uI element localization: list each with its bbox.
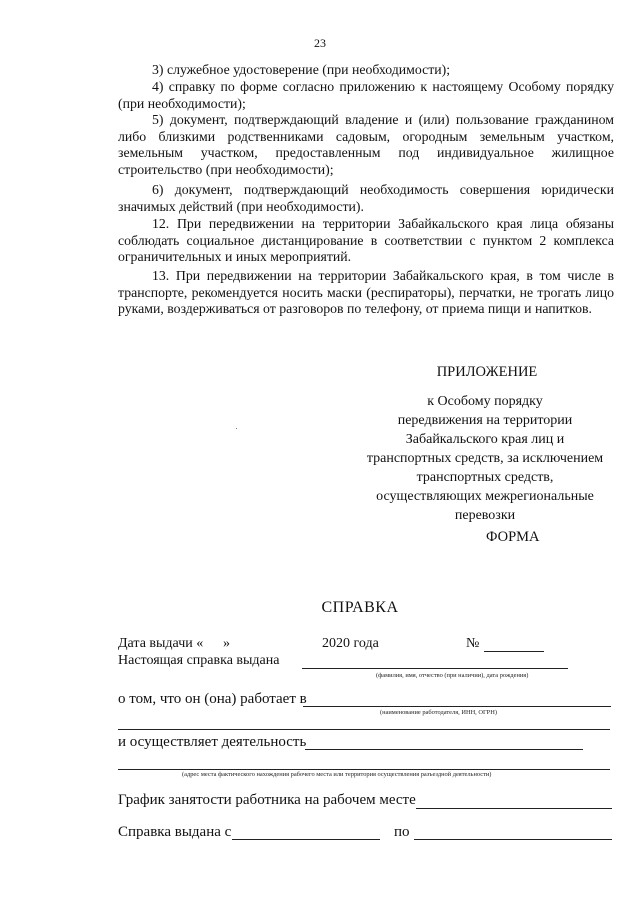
list-item-3: 3) служебное удостоверение (при необходимости);	[152, 62, 451, 77]
appendix-title: ПРИЛОЖЕНИЕ	[436, 364, 538, 380]
schedule-field-line[interactable]	[416, 808, 612, 809]
appendix-caption	[350, 392, 620, 525]
valid-to-label: по	[394, 824, 410, 840]
number-field-line[interactable]	[484, 651, 544, 652]
list-item-4: 4) справку по форме согласно приложению к настоящему Особому порядку (при необходимости);	[118, 79, 614, 111]
employer-caption: (наименование работодателя, ИНН, ОГРН)	[380, 709, 497, 716]
appendix-line: транспортных средств,	[416, 470, 554, 485]
scan-speck	[236, 428, 237, 429]
number-sign: №	[466, 636, 480, 651]
activity-field-line-2[interactable]	[118, 769, 610, 770]
list-item-6: 6) документ, подтверждающий необходимость совершения юридически значимых действий (при необходимости).	[118, 182, 614, 214]
list-item-5: 5) документ, подтверждающий владение и (или) пользование гражданином либо близкими родственниками садовым, огородным земельным участком, земельным участком, предоставленным под индивидуальное жилищное строительство (при необходимости);	[118, 112, 614, 177]
activity-caption: (адрес места фактического нахождения рабочего места или территория осуществления разъездной деятельности)	[182, 771, 492, 778]
issue-date-close-quote: »	[223, 636, 230, 651]
appendix-line: к Особому порядку	[427, 394, 543, 409]
issued-to-field-line[interactable]	[302, 668, 568, 669]
issued-to-label: Настоящая справка выдана	[118, 653, 280, 668]
valid-from-label: Справка выдана с	[118, 824, 232, 840]
activity-label: и осуществляет деятельность	[118, 734, 307, 750]
appendix-line: транспортных средств, за исключением	[366, 451, 604, 466]
schedule-label: График занятости работника на рабочем месте	[118, 792, 416, 808]
issue-year: 2020 года	[322, 636, 379, 651]
employer-field-line[interactable]	[303, 706, 611, 707]
appendix-line: Забайкальского края лиц и	[405, 432, 565, 447]
paragraph-13: 13. При передвижении на территории Забайкальского края, в том числе в транспорте, рекомендуется носить маски (респираторы), перчатки, не трогать лицо руками, воздерживаться от разговоров по телефону, от приема пищи и напитков.	[118, 268, 614, 317]
activity-field-line[interactable]	[305, 749, 583, 750]
valid-to-field-line[interactable]	[414, 839, 612, 840]
works-at-label: о том, что он (она) работает в	[118, 691, 307, 707]
form-label: ФОРМА	[486, 529, 540, 545]
issue-date-label: Дата выдачи «	[118, 636, 204, 651]
valid-from-field-line[interactable]	[232, 839, 380, 840]
certificate-title: СПРАВКА	[321, 599, 399, 616]
appendix-line: осуществляющих межрегиональные	[376, 489, 594, 504]
employer-field-line-2[interactable]	[118, 729, 610, 730]
appendix-line: перевозки	[454, 508, 516, 523]
appendix-line: передвижения на территории	[397, 413, 573, 428]
issued-to-caption: (фамилия, имя, отчество (при наличии), дата рождения)	[376, 672, 529, 679]
page-number: 23	[314, 36, 326, 50]
paragraph-12: 12. При передвижении на территории Забайкальского края лица обязаны соблюдать социальное дистанцирование в соответствии с пунктом 2 комплекса ограничительных и иных мероприятий.	[118, 216, 614, 265]
